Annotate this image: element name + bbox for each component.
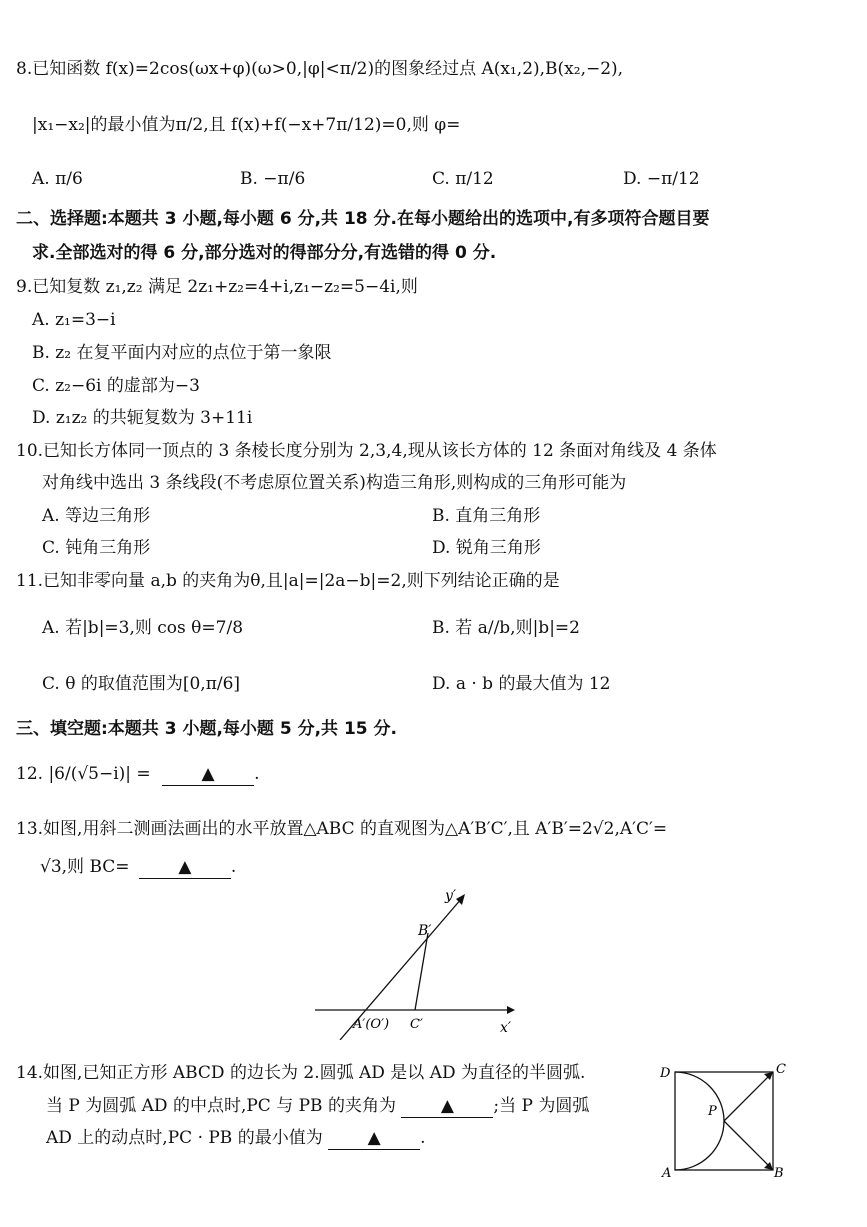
segment-p-b — [724, 1121, 773, 1170]
blank-marker-icon: ▲ — [201, 764, 215, 784]
q14-answer-blank-2[interactable] — [328, 1127, 420, 1150]
label-c: C — [776, 1062, 786, 1077]
q10-line1: 10.已知长方体同一顶点的 3 条棱长度分别为 2,3,4,现从该长方体的 12 条面对角线及 4 条体 — [16, 441, 717, 461]
label-a-prime-o-prime: A′(O′) — [353, 1017, 390, 1032]
q13-line1: 13.如图,用斜二测画法画出的水平放置△ABC 的直观图为△A′B′C′,且 A′B′=2√2,A′C′= — [16, 819, 668, 839]
q10-option-d: D. 锐角三角形 — [432, 538, 541, 558]
q12-stem: 12. |6/(√5−i)| = — [16, 764, 151, 784]
label-y-prime: y′ — [445, 888, 457, 904]
q13-line2-text: √3,则 BC= — [40, 857, 130, 877]
semicircle-arc-ad — [675, 1072, 724, 1170]
q12-answer-blank[interactable] — [162, 763, 254, 786]
q10-option-c: C. 钝角三角形 — [42, 538, 151, 558]
label-c-prime: C′ — [410, 1017, 423, 1032]
q9-stem: 9.已知复数 z₁,z₂ 满足 2z₁+z₂=4+i,z₁−z₂=5−4i,则 — [16, 277, 418, 297]
q13-answer-blank[interactable] — [139, 856, 231, 879]
section2-heading-line1: 二、选择题:本题共 3 小题,每小题 6 分,共 18 分.在每小题给出的选项中,有多项符合题目要 — [16, 209, 710, 229]
q10-line2: 对角线中选出 3 条线段(不考虑原位置关系)构造三角形,则构成的三角形可能为 — [42, 473, 627, 493]
q14-line3 — [46, 1127, 426, 1150]
label-b-prime: B′ — [418, 923, 432, 939]
q14-line3-text: AD 上的动点时,PC · PB 的最小值为 — [46, 1128, 323, 1148]
q8-option-a: A. π/6 — [32, 169, 83, 189]
q11-stem: 11.已知非零向量 a,b 的夹角为θ,且|a|=|2a−b|=2,则下列结论正确的是 — [16, 571, 560, 591]
q13-line2 — [40, 856, 236, 879]
q9-option-c: C. z₂−6i 的虚部为−3 — [32, 376, 200, 396]
q11-option-d: D. a · b 的最大值为 12 — [432, 674, 611, 694]
q14-period: . — [420, 1128, 426, 1148]
blank-marker-icon: ▲ — [178, 857, 192, 877]
segment-p-c — [724, 1072, 773, 1121]
blank-marker-icon: ▲ — [440, 1096, 454, 1116]
q12-period: . — [254, 764, 260, 784]
q14-line2-text-b: ;当 P 为圆弧 — [493, 1096, 590, 1116]
label-p: P — [708, 1104, 717, 1119]
label-x-prime: x′ — [500, 1020, 512, 1036]
section2-heading-line2: 求.全部选对的得 6 分,部分选对的得部分分,有选错的得 0 分. — [32, 243, 497, 263]
section3-heading: 三、填空题:本题共 3 小题,每小题 5 分,共 15 分. — [16, 719, 397, 739]
q14-line2-text-a: 当 P 为圆弧 AD 的中点时,PC 与 PB 的夹角为 — [46, 1096, 396, 1116]
q14-figure — [655, 1060, 795, 1180]
q10-option-a: A. 等边三角形 — [42, 506, 151, 526]
q9-option-d: D. z₁z₂ 的共轭复数为 3+11i — [32, 408, 253, 428]
q8-line1: 8.已知函数 f(x)=2cos(ωx+φ)(ω>0,|φ|<π/2)的图象经过点 A(x₁,2),B(x₂,−2), — [16, 59, 624, 79]
label-a: A — [662, 1166, 672, 1180]
q8-option-c: C. π/12 — [432, 169, 494, 189]
q11-option-b: B. 若 a//b,则|b|=2 — [432, 618, 580, 638]
blank-marker-icon: ▲ — [367, 1128, 381, 1148]
q11-option-c: C. θ 的取值范围为[0,π/6] — [42, 674, 241, 694]
q14-answer-blank-1[interactable] — [401, 1095, 493, 1118]
q8-option-d: D. −π/12 — [623, 169, 700, 189]
q13-period: . — [230, 857, 237, 877]
label-d: D — [660, 1066, 671, 1081]
q13-figure — [300, 880, 540, 1040]
q14-line2 — [46, 1095, 589, 1118]
x-axis-arrow — [507, 1006, 515, 1014]
q12-line — [16, 763, 260, 786]
q8-line2: |x₁−x₂|的最小值为π/2,且 f(x)+f(−x+7π/12)=0,则 φ= — [32, 115, 461, 135]
q10-option-b: B. 直角三角形 — [432, 506, 541, 526]
label-b: B — [774, 1166, 784, 1180]
q9-option-a: A. z₁=3−i — [32, 310, 116, 330]
q9-option-b: B. z₂ 在复平面内对应的点位于第一象限 — [32, 343, 332, 363]
q8-option-b: B. −π/6 — [240, 169, 306, 189]
q11-option-a: A. 若|b|=3,则 cos θ=7/8 — [42, 618, 244, 638]
q14-line1: 14.如图,已知正方形 ABCD 的边长为 2.圆弧 AD 是以 AD 为直径的半圆弧. — [16, 1063, 586, 1083]
